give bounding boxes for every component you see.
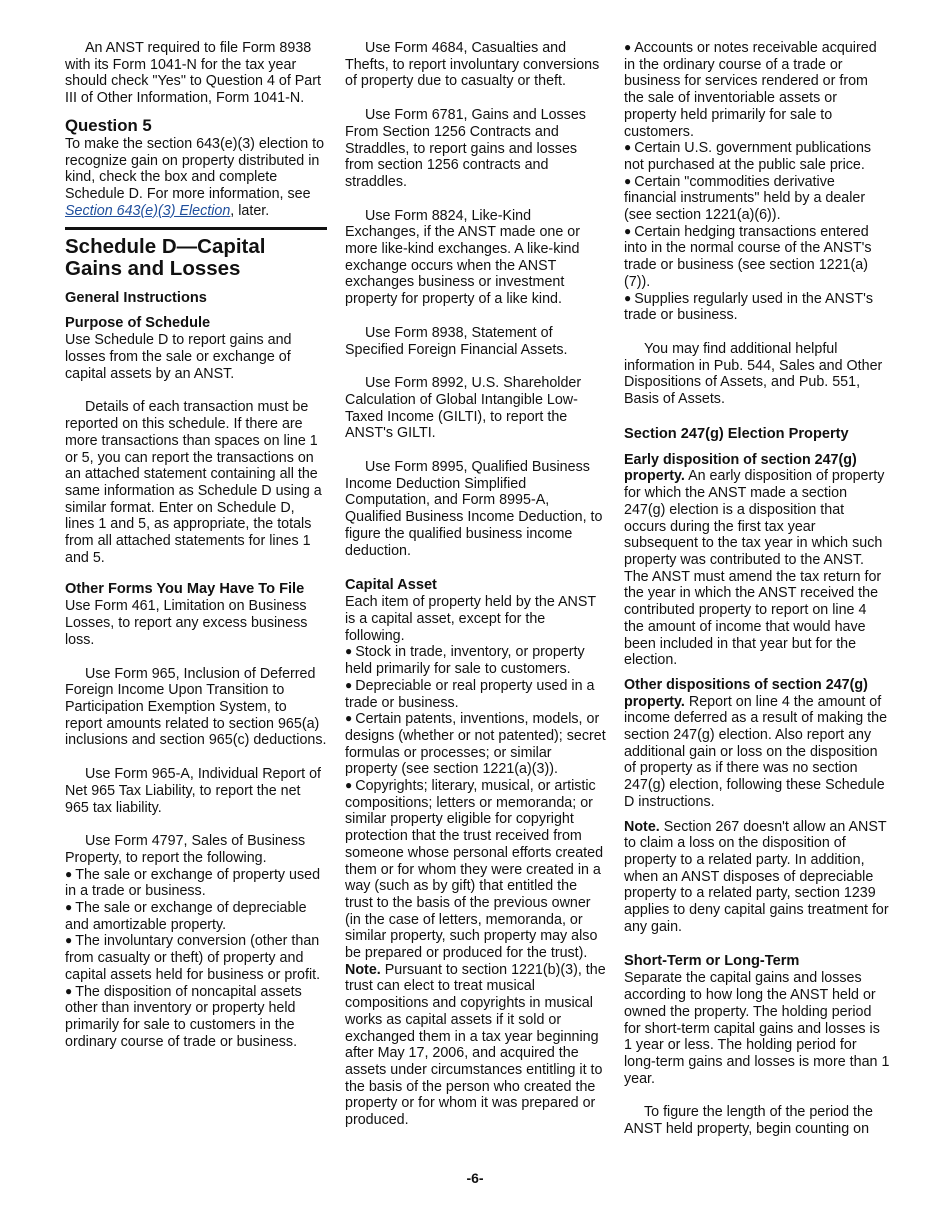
column-3 xyxy=(624,40,890,1138)
question-5-heading: Question 5 xyxy=(65,115,152,135)
note-label: Note. xyxy=(624,818,660,835)
intro-paragraph: An ANST required to file Form 8938 with its Form 1041-N for the tax year should check "Yes" to Question 4 of Part III of Other Information, Form 1041-N. xyxy=(65,40,321,107)
q5-text-after: , later. xyxy=(230,202,270,219)
list-item: ● The disposition of noncapital assets other than inventory or property held primarily for sale to customers in the ordinary course of trade or business. xyxy=(65,983,302,1050)
holding-period-text: To figure the length of the period the ANST held property, begin counting on xyxy=(624,1104,873,1138)
other-dispositions-text: Report on line 4 the amount of income deferred as a result of making the section 247(g) election. Also report any additional gain or loss on the disposition of property as if there was no section 247(g) election, following these Schedule D instructions. xyxy=(624,693,888,810)
bullet-icon: ● xyxy=(345,778,353,793)
other-forms-heading: Other Forms You May Have To File xyxy=(65,581,305,598)
early-disposition-label: Early disposition of section 247(g) property. xyxy=(624,451,857,485)
section-643-link[interactable]: Section 643(e)(3) Election xyxy=(65,202,231,219)
column-2 xyxy=(345,40,607,1129)
list-item: ● The involuntary conversion (other than from casualty or theft) of property and capital assets held for business or profit. xyxy=(65,933,321,983)
form-965-text: Use Form 965, Inclusion of Deferred Foreign Income Upon Transition to Participation Exemption System, to report amounts related to section 965(a) inclusions and section 965(c) deductions. xyxy=(65,665,327,749)
q5-text-before: To make the section 643(e)(3) election to recognize gain on property distributed in kind, check the box and complete Schedule D. For more information, see xyxy=(65,135,325,202)
form-965a-text: Use Form 965-A, Individual Report of Net 965 Tax Liability, to report the net 965 tax liability. xyxy=(65,766,322,816)
general-instructions-heading: General Instructions xyxy=(65,290,207,307)
form-4684-text: Use Form 4684, Casualties and Thefts, to report involuntary conversions of property due to casualty or theft. xyxy=(345,40,600,90)
other-dispositions-paragraph xyxy=(624,677,890,811)
purpose-text: Use Schedule D to report gains and losses from the sale or exchange of capital assets by an ANST. xyxy=(65,332,292,382)
note-paragraph xyxy=(345,962,607,1129)
list-item: ● Supplies regularly used in the ANST's trade or business. xyxy=(624,290,874,324)
list-item: ● Stock in trade, inventory, or property held primarily for sale to customers. xyxy=(345,644,585,678)
section-247g-heading: Section 247(g) Election Property xyxy=(624,425,849,442)
other-dispositions-label: Other dispositions of section 247(g) property. xyxy=(624,676,868,710)
list-item: ● Certain patents, inventions, models, or designs (whether or not patented); secret formulas or processes; or similar property (see section 1221(a)(3)). xyxy=(345,711,606,778)
bullet-icon: ● xyxy=(624,40,632,54)
page-number: -6- xyxy=(466,1170,484,1186)
section-divider xyxy=(65,227,327,230)
form-8938-text: Use Form 8938, Statement of Specified Foreign Financial Assets. xyxy=(345,324,568,358)
list-item: ● Copyrights; literary, musical, or artistic compositions; letters or memoranda; or similar property eligible for copyright protection that the trust received from someone whose personal efforts created them or for whom they were created in a way (such as by gift) that entitled the trust to the basis of the previous owner (in the case of letters, memoranda, or similar property, such property may also be prepared or produced for the trust). xyxy=(345,778,604,962)
bullet-icon: ● xyxy=(65,933,73,948)
bullet-icon: ● xyxy=(65,983,73,998)
bullet-icon: ● xyxy=(345,644,353,659)
purpose-heading: Purpose of Schedule xyxy=(65,315,211,332)
bullet-icon: ● xyxy=(65,866,73,881)
early-disposition-paragraph xyxy=(624,452,890,669)
form-461-text: Use Form 461, Limitation on Business Losses, to report any excess business loss. xyxy=(65,598,308,648)
schedule-d-heading: Schedule D—Capital Gains and Losses xyxy=(65,235,266,281)
pub-text: You may find additional helpful information in Pub. 544, Sales and Other Dispositions of Assets, and Pub. 551, Basis of Assets. xyxy=(624,340,883,408)
early-disposition-text: An early disposition of property for which the ANST made a section 247(g) election is a disposition that occurs during the first tax year subsequent to the tax year in which such property was contributed to the ANST. The ANST must amend the tax return for the year in which the ANST received the contributed property to report on line 4 the amount of income that would have been included in that year but for the election. xyxy=(624,468,885,669)
note-text: Section 267 doesn't allow an ANST to claim a loss on the disposition of property to a related party. In addition, when an ANST disposes of depreciable property to a related party, section 1239 applies to deny capital gains treatment for any gain. xyxy=(624,818,889,935)
form-8824-text: Use Form 8824, Like-Kind Exchanges, if the ANST made one or more like-kind exchanges. A like-kind exchange occurs when the ANST exchanges business or investment property for property of a like kind. xyxy=(345,207,580,308)
bullet-icon: ● xyxy=(624,173,632,188)
short-long-term-heading: Short-Term or Long-Term xyxy=(624,953,800,970)
short-long-term-text: Separate the capital gains and losses according to how long the ANST held or owned the property. The holding period for short-term capital gains and losses is 1 year or less. The holding period for long-term gains and losses is more than 1 year. xyxy=(624,970,890,1087)
list-item: ● Depreciable or real property used in a trade or business. xyxy=(345,677,595,711)
details-text: Details of each transaction must be reported on this schedule. If there are more transactions than spaces on line 1 or 5, you can report the transactions on an attached statement containing all the same information as Schedule D using a similar format. Enter on Schedule D, lines 1 and 5, as appropriate, the totals from all attached statements for lines 1 and 5. xyxy=(65,399,322,566)
list-item: ● The sale or exchange of depreciable and amortizable property. xyxy=(65,900,307,933)
note-label: Note. xyxy=(345,961,381,978)
form-6781-text: Use Form 6781, Gains and Losses From Section 1256 Contracts and Straddles, to report gains and losses from section 1256 contracts and straddles. xyxy=(345,107,586,190)
bullet-icon: ● xyxy=(624,223,632,238)
bullet-icon: ● xyxy=(624,290,632,305)
bullet-icon: ● xyxy=(345,677,353,692)
list-item: ● Certain hedging transactions entered into in the normal course of the ANST's trade or business (see section 1221(a)(7)). xyxy=(624,223,872,290)
form-8992-text: Use Form 8992, U.S. Shareholder Calculation of Global Intangible Low-Taxed Income (GILTI), to report the ANST's GILTI. xyxy=(345,375,582,442)
note-paragraph-267 xyxy=(624,819,890,936)
question-5-text xyxy=(65,136,327,220)
column-1 xyxy=(65,40,327,1050)
bullet-icon: ● xyxy=(345,711,353,726)
list-item: ● Accounts or notes receivable acquired in the ordinary course of a trade or business for services rendered or from the sale of inventoriable assets or property held primarily for sale to customers. xyxy=(624,40,877,140)
form-4797-text: Use Form 4797, Sales of Business Property, to report the following. xyxy=(65,833,306,866)
note-text: Pursuant to section 1221(b)(3), the trust can elect to treat musical compositions and copyrights in musical works as capital assets if it sold or exchanged them in a tax year beginning after May 17, 2006, and acquired the assets under circumstances entitling it to the basis of the person who created the property or for whom it was prepared or produced. xyxy=(345,961,606,1129)
list-item: ● Certain "commodities derivative financial instruments" held by a dealer (see section 1221(a)(6)). xyxy=(624,173,866,224)
capital-asset-heading: Capital Asset xyxy=(345,577,437,594)
form-8995-text: Use Form 8995, Qualified Business Income Deduction Simplified Computation, and Form 8995-A, Qualified Business Income Deduction, to figure the qualified business income deduction. xyxy=(345,459,603,559)
bullet-icon: ● xyxy=(624,140,632,155)
list-item: ● The sale or exchange of property used in a trade or business. xyxy=(65,866,321,900)
capital-asset-text: Each item of property held by the ANST is a capital asset, except for the following. xyxy=(345,594,596,644)
list-item: ● Certain U.S. government publications not purchased at the public sale price. xyxy=(624,140,872,173)
bullet-icon: ● xyxy=(65,900,73,915)
